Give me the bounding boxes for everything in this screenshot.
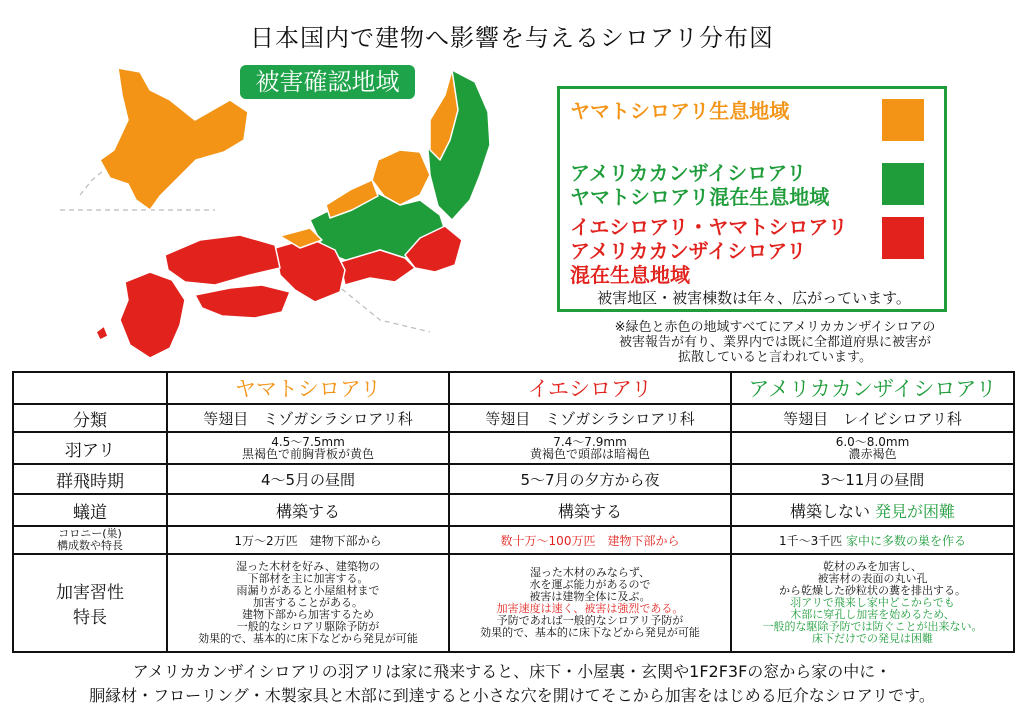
cell-line: 被害材の表面の丸い孔 bbox=[817, 572, 928, 585]
note-line: 被害報告が有り、業界内では既に全都道府県に被害が bbox=[618, 335, 931, 350]
table-row-alates bbox=[13, 432, 1014, 464]
cell-line-highlight: 一般的な駆除予防では防ぐことが出来ない。 bbox=[762, 620, 983, 633]
row-label-line: コロニー(巣) bbox=[58, 527, 122, 540]
note-line: ※緑色と赤色の地域すべてにアメリカカンザイシロアの bbox=[614, 320, 936, 335]
table-corner-cell bbox=[13, 372, 167, 404]
table-header-row bbox=[13, 372, 1014, 404]
legend-ie-line1: イエシロアリ・ヤマトシロアリ bbox=[570, 215, 848, 239]
table-row-colony bbox=[13, 526, 1014, 554]
legend-ie-line2: アメリカカンザイシロアリ bbox=[570, 239, 807, 263]
table-cell: 数十万～100万匹 建物下部から bbox=[449, 526, 731, 554]
cell-line: 7.4～7.9mm bbox=[553, 435, 627, 449]
legend-kanzai-line2: ヤマトシロアリ混在生息地域 bbox=[570, 185, 830, 209]
cell-line: 濃赤褐色 bbox=[848, 447, 897, 461]
cell-highlight: 発見が困難 bbox=[875, 501, 956, 521]
table-cell bbox=[167, 554, 449, 652]
legend-ie-line3: 混在生息地域 bbox=[570, 263, 690, 287]
cell-line: 湿った木材を好み、建築物の bbox=[236, 560, 380, 573]
cell-line-highlight: 床下だけでの発見は困難 bbox=[812, 632, 933, 645]
cell-line: 効果的で、基本的に床下などから発見が可能 bbox=[198, 632, 418, 645]
table-cell bbox=[731, 432, 1014, 464]
cell-line: 4.5～7.5mm bbox=[271, 435, 345, 449]
table-cell: 5～7月の夕方から夜 bbox=[449, 464, 731, 494]
cell-line: 効果的で、基本的に床下などから発見が可能 bbox=[480, 626, 700, 639]
table-cell: 4～5月の昼間 bbox=[167, 464, 449, 494]
damage-region-badge: 被害確認地域 bbox=[240, 65, 415, 99]
legend-item-yamato bbox=[570, 99, 789, 123]
legend-item-ie bbox=[570, 215, 848, 287]
row-label-line: 構成数や特長 bbox=[57, 539, 123, 552]
table-cell: 等翅目 ミゾガシラシロアリ科 bbox=[167, 404, 449, 432]
cell-line: 予防であれば一般的なシロアリ予防が bbox=[496, 614, 684, 627]
legend-yamato-label: ヤマトシロアリ生息地域 bbox=[570, 99, 790, 123]
row-label: 分類 bbox=[13, 404, 167, 432]
header-ie: イエシロアリ bbox=[449, 372, 731, 404]
row-label bbox=[13, 526, 167, 554]
table-row-class bbox=[13, 404, 1014, 432]
table-cell: 等翅目 レイビシロアリ科 bbox=[731, 404, 1014, 432]
bottom-line: 胴縁材・フローリング・木製家具と木部に到達すると小さな穴を開けてそこから加害をはじめる厄介なシロアリです。 bbox=[89, 686, 935, 705]
region-shikoku bbox=[195, 285, 290, 318]
cell-line: 建物下部から加害するため bbox=[242, 608, 374, 621]
table-cell: 構築する bbox=[449, 494, 731, 526]
row-label: 羽アリ bbox=[13, 432, 167, 464]
header-kanzai: アメリカカンザイシロアリ bbox=[731, 372, 1014, 404]
cell-highlight: 家中に多数の巣を作る bbox=[846, 533, 967, 548]
table-cell bbox=[731, 494, 1014, 526]
termite-comparison-table bbox=[12, 371, 1015, 653]
table-cell bbox=[167, 432, 449, 464]
cell-line: 下部材を主に加害する。 bbox=[247, 572, 369, 585]
cell-line-highlight: 加害速度は速く、被害は強烈である。 bbox=[496, 602, 684, 615]
legend-swatch-green bbox=[882, 163, 924, 205]
row-label-line: 特長 bbox=[73, 608, 107, 628]
table-cell: 3～11月の昼間 bbox=[731, 464, 1014, 494]
cell-line-highlight: 木部に穿孔し加害を始めるため、 bbox=[790, 608, 955, 621]
cell-text: 構築しない bbox=[789, 501, 870, 521]
legend-footer: 被害地区・被害棟数は年々、広がっています。 bbox=[597, 289, 911, 307]
cell-line: 水を運ぶ能力があるので bbox=[529, 578, 651, 591]
page-title: 日本国内で建物へ影響を与えるシロアリ分布図 bbox=[249, 24, 775, 52]
cell-line: 黒褐色で前胸背板が黄色 bbox=[241, 447, 374, 461]
legend-swatch-orange bbox=[882, 99, 924, 141]
cell-line: 加害することがある。 bbox=[253, 596, 363, 609]
cell-line: 湿った木材のみならず、 bbox=[529, 566, 651, 579]
cell-line-highlight: 羽アリで飛来し家中どこからでも bbox=[790, 596, 955, 609]
region-chugoku bbox=[165, 235, 280, 285]
region-kyushu bbox=[120, 272, 185, 358]
cell-line: 被害は建物全体に及ぶ。 bbox=[529, 590, 651, 603]
bottom-line: アメリカカンザイシロアリの羽アリは家に飛来すると、床下・小屋裏・玄関や1F2F3Fの窓から家の中に・ bbox=[132, 662, 892, 681]
row-label: 蟻道 bbox=[13, 494, 167, 526]
table-cell bbox=[449, 554, 731, 652]
table-cell: 構築する bbox=[167, 494, 449, 526]
region-hokkaido bbox=[100, 68, 248, 210]
cell-line: 黄褐色で頭部は暗褐色 bbox=[529, 447, 650, 461]
table-cell: 等翅目 ミゾガシラシロアリ科 bbox=[449, 404, 731, 432]
japan-map bbox=[0, 0, 540, 370]
region-okinawa bbox=[96, 326, 108, 340]
cell-line: 雨漏りがあると小屋組材まで bbox=[236, 584, 380, 597]
table-cell bbox=[731, 554, 1014, 652]
table-cell bbox=[731, 526, 1014, 554]
legend bbox=[557, 86, 947, 312]
cell-line: から乾燥した砂粒状の糞を排出する。 bbox=[779, 584, 966, 597]
header-yamato: ヤマトシロアリ bbox=[167, 372, 449, 404]
table-row-swarm bbox=[13, 464, 1014, 494]
row-label-line: 加害習性 bbox=[56, 583, 124, 603]
cell-line: 6.0～8.0mm bbox=[835, 435, 910, 449]
cell-text: 1千～3千匹 bbox=[778, 533, 843, 548]
cell-line: 乾材のみを加害し、 bbox=[823, 560, 922, 573]
legend-kanzai-line1: アメリカカンザイシロアリ bbox=[570, 161, 807, 185]
table-row-tunnel bbox=[13, 494, 1014, 526]
distribution-note bbox=[540, 320, 1010, 365]
row-label bbox=[13, 554, 167, 652]
row-label: 群飛時期 bbox=[13, 464, 167, 494]
legend-item-kanzai bbox=[570, 161, 829, 209]
table-row-habit bbox=[13, 554, 1014, 652]
bottom-description bbox=[0, 660, 1024, 708]
legend-swatch-red bbox=[882, 217, 924, 259]
cell-line: 一般的なシロアリ駆除予防が bbox=[236, 620, 380, 633]
table-cell bbox=[449, 432, 731, 464]
table-cell: 1万～2万匹 建物下部から bbox=[167, 526, 449, 554]
note-line: 拡散していると言われています。 bbox=[678, 350, 872, 365]
